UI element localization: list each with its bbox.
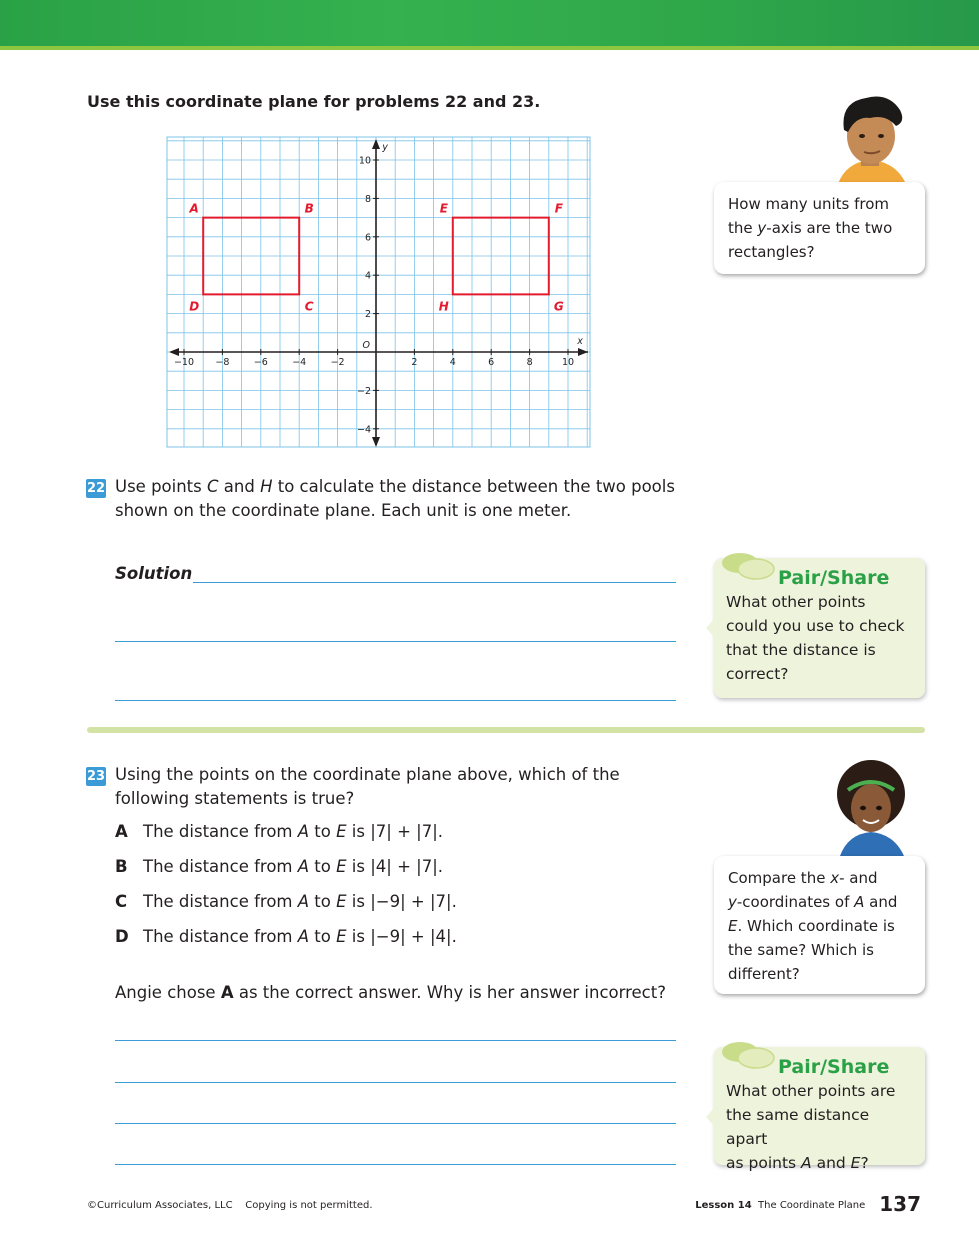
choice-text: is	[346, 822, 371, 841]
choice-text: The distance from	[143, 892, 298, 911]
answer-line-22-1[interactable]	[193, 582, 676, 583]
choice-point: E	[336, 892, 347, 911]
y-tick-label: 2	[364, 309, 371, 321]
x-axis-arrow-right	[578, 348, 588, 356]
pair-share-title: Pair/Share	[778, 1056, 890, 1078]
speech-bubbles-icon	[720, 550, 776, 580]
pair-share-2-line: the same distance apart	[726, 1106, 870, 1148]
x-tick-label: −10	[173, 357, 195, 368]
section-divider	[87, 727, 925, 733]
pair-share-1-line: could you use to check	[726, 617, 905, 635]
y-tick-label: 6	[364, 232, 371, 244]
tick-labels	[174, 142, 583, 435]
solution-label: Solution	[115, 564, 193, 583]
question-23-text: Using the points on the coordinate plane above, which of the following statements is true?	[115, 765, 620, 808]
choice-text: is	[346, 892, 371, 911]
choice-a[interactable]	[115, 822, 443, 841]
pair-share-1-line: that the distance is	[726, 641, 876, 659]
choice-text: The distance from	[143, 927, 298, 946]
x-axis-arrow-left	[169, 348, 179, 356]
question-23-number: 23	[86, 769, 106, 784]
choice-text: to	[309, 892, 337, 911]
student-avatar-girl	[826, 760, 916, 856]
pair-share-1-line: What other points	[726, 593, 866, 611]
choice-point: A	[297, 822, 310, 841]
header-band	[0, 0, 979, 48]
answer-line-23-3[interactable]	[115, 1123, 676, 1124]
hint-bubble-1: How many units from the y-axis are the two rectangles?	[714, 182, 925, 274]
x-tick-label: 8	[526, 357, 533, 368]
grid-border	[167, 137, 590, 447]
x-tick-label: −6	[253, 357, 268, 368]
header-band-edge	[0, 46, 979, 50]
x-tick-label: −8	[215, 357, 230, 368]
coordinate-plane	[165, 135, 595, 451]
point-f-label: F	[554, 201, 563, 216]
answer-line-22-3[interactable]	[115, 700, 676, 701]
choice-letter: C	[115, 892, 128, 911]
choice-letter: D	[115, 927, 129, 946]
choice-text: is	[346, 927, 371, 946]
choice-expression: |−9| + |4|.	[370, 927, 457, 946]
choice-text: The distance from	[143, 857, 298, 876]
point-h-label: H	[438, 299, 449, 314]
choice-text: is	[346, 857, 371, 876]
x-tick-label: 4	[449, 357, 456, 368]
x-tick-label: 10	[561, 357, 575, 368]
question-22-text: Use points C and H to calculate the distance between the two pools shown on the coordinate plane. Each unit is one meter.	[115, 477, 675, 520]
choice-point: E	[336, 857, 347, 876]
footer-copyright: ©Curriculum Associates, LLC Copying is not permitted.	[87, 1200, 373, 1211]
y-axis-label: y	[382, 142, 388, 153]
intro-text: Use this coordinate plane for problems 22 and 23.	[87, 92, 541, 111]
x-tick-label: 6	[488, 357, 495, 368]
y-axis-arrow-down	[372, 437, 380, 447]
choice-c[interactable]	[115, 892, 457, 911]
choice-expression: |4| + |7|.	[370, 857, 444, 876]
student-avatar-boy	[826, 92, 916, 184]
y-tick-label: 8	[364, 193, 371, 205]
pair-share-notch	[706, 618, 715, 638]
hint-bubble-2: Compare the x- and y-coordinates of A and E. Which coordinate is the same? Which is different?	[714, 856, 925, 994]
pair-share-notch	[706, 1107, 715, 1127]
x-axis-label: x	[577, 336, 583, 347]
choice-letter: B	[115, 857, 128, 876]
answer-line-23-1[interactable]	[115, 1040, 676, 1041]
question-23-followup: Angie chose A as the correct answer. Why is her answer incorrect?	[115, 983, 666, 1002]
point-d-label: D	[189, 299, 200, 314]
choice-text: to	[309, 822, 337, 841]
choice-point: A	[297, 857, 310, 876]
pair-share-box-2	[714, 1047, 925, 1172]
question-22-number: 22	[86, 481, 106, 496]
axes	[169, 139, 588, 447]
point-a-label: A	[189, 201, 199, 216]
answer-line-23-4[interactable]	[115, 1164, 676, 1165]
speech-bubbles-icon	[720, 1039, 776, 1069]
pair-share-2-line: What other points are	[726, 1082, 896, 1100]
answer-line-23-2[interactable]	[115, 1082, 676, 1083]
point-g-label: G	[553, 299, 564, 314]
choice-point: E	[336, 927, 347, 946]
point-b-label: B	[304, 201, 314, 216]
choice-d[interactable]	[115, 927, 457, 946]
choice-expression: |−9| + |7|.	[370, 892, 457, 911]
pair-share-1-text	[726, 590, 913, 686]
grid-lines	[167, 137, 590, 447]
choice-text: The distance from	[143, 822, 298, 841]
choice-b[interactable]	[115, 857, 443, 876]
choice-point: A	[297, 892, 310, 911]
x-tick-label: 2	[411, 357, 418, 368]
origin-label: O	[362, 340, 370, 351]
hint-bubble-2-tail	[795, 839, 823, 857]
y-tick-label: −4	[356, 424, 371, 436]
point-e-label: E	[439, 201, 448, 216]
pair-share-2-line: as points A and E?	[726, 1154, 869, 1172]
choice-point: E	[336, 822, 347, 841]
choice-letter: A	[115, 822, 128, 841]
y-tick-label: 10	[358, 155, 371, 167]
x-tick-label: −2	[330, 357, 345, 368]
pair-share-title: Pair/Share	[778, 567, 890, 589]
choice-point: A	[297, 927, 310, 946]
y-tick-label: −2	[356, 385, 371, 397]
page-number: 137	[879, 1192, 921, 1216]
hint-bubble-1-tail	[795, 165, 823, 183]
choice-text: to	[309, 927, 337, 946]
footer-lesson: Lesson 14 The Coordinate Plane 137	[695, 1192, 921, 1216]
x-tick-label: −4	[292, 357, 307, 368]
pair-share-box-1	[714, 558, 925, 698]
choice-expression: |7| + |7|.	[370, 822, 444, 841]
choice-text: to	[309, 857, 337, 876]
answer-line-22-2[interactable]	[115, 641, 676, 642]
point-c-label: C	[304, 299, 314, 314]
y-tick-label: 4	[364, 270, 371, 282]
pair-share-1-line: correct?	[726, 665, 789, 683]
